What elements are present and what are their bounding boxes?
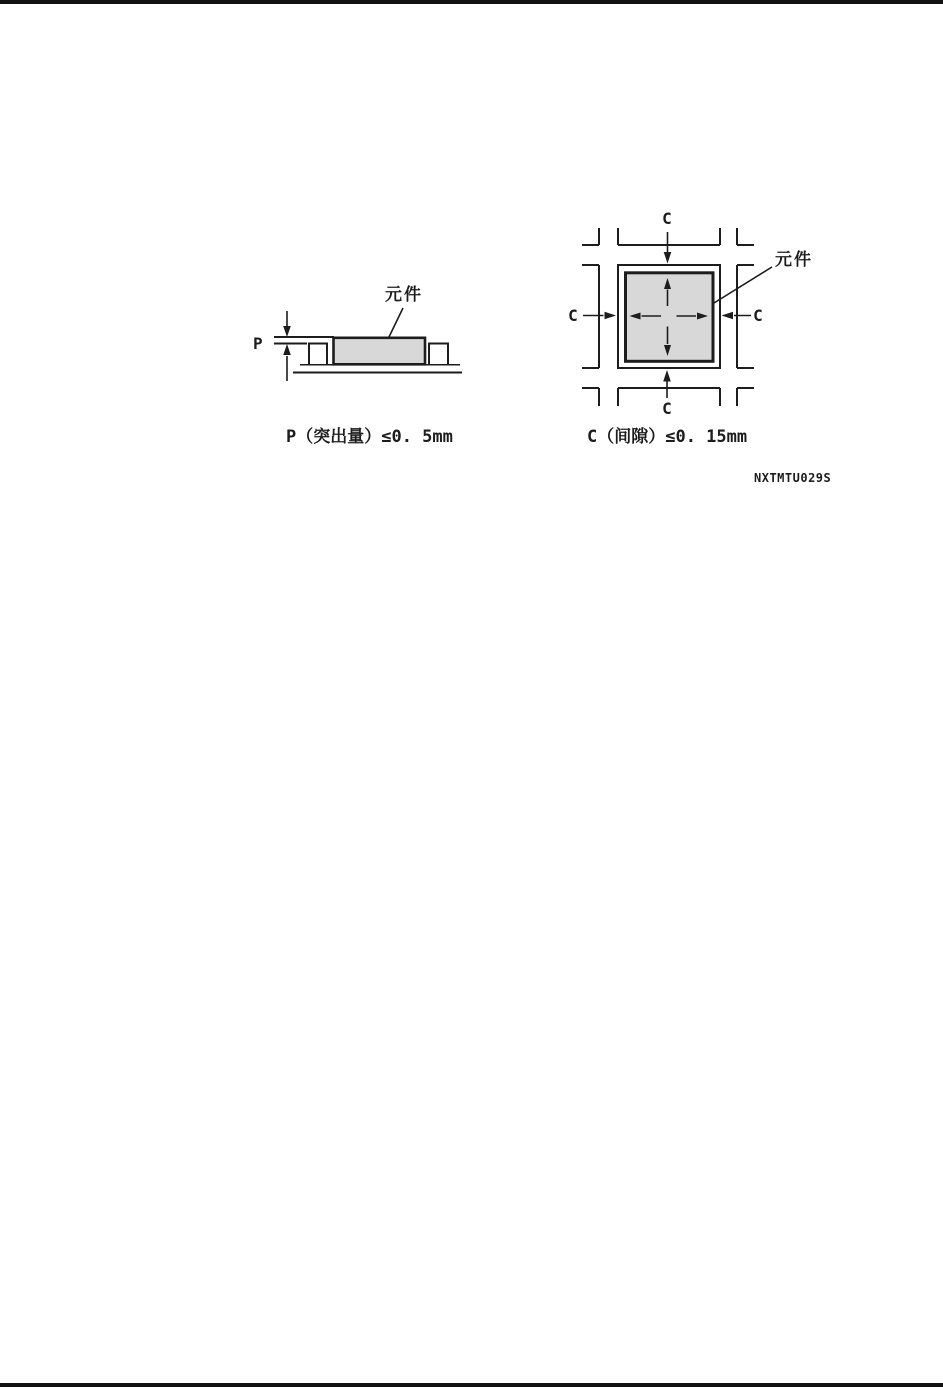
top-label-leader-line — [714, 267, 772, 303]
dim-arrow-up-head — [283, 344, 291, 355]
clearance-arrow-top-head — [664, 252, 672, 264]
clearance-arrow-right-head — [722, 312, 734, 320]
side-label-leader-line — [389, 308, 404, 338]
clearance-letter-bottom: C — [662, 399, 672, 418]
side-component-label: 元件 — [385, 285, 423, 305]
clearance-letter-left: C — [568, 306, 578, 325]
side-view-diagram — [274, 308, 462, 381]
side-view-caption: P（突出量）≤0. 5mm — [286, 427, 453, 447]
clearance-arrow-bottom-head — [663, 370, 671, 382]
top-view-diagram — [582, 228, 772, 406]
component-rect-side-view — [334, 338, 426, 365]
top-view-caption: C（间隙）≤0. 15mm — [587, 427, 748, 447]
clearance-letter-top: C — [662, 209, 672, 228]
pocket-wall-left — [309, 344, 327, 365]
dimension-letter-p: P — [253, 334, 263, 353]
figure-code: NXTMTU029S — [754, 471, 832, 485]
clearance-letter-right: C — [753, 306, 763, 325]
pocket-wall-right — [429, 344, 448, 365]
top-component-label: 元件 — [775, 250, 813, 270]
dim-arrow-down-head — [283, 326, 291, 337]
clearance-arrow-left-head — [605, 312, 617, 320]
